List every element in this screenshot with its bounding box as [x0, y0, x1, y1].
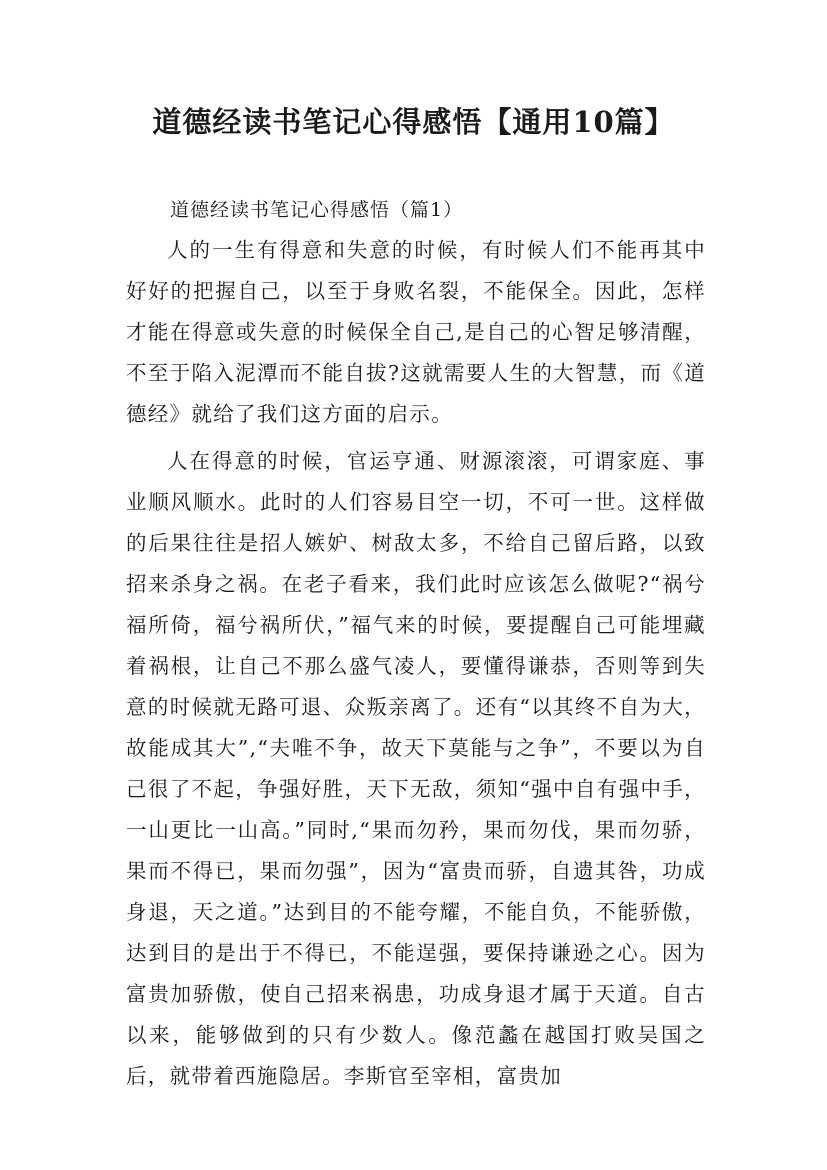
article-body [126, 190, 706, 1103]
document-title: 道德经读书笔记心得感悟【通用10篇】 [152, 105, 675, 139]
section-heading: 道德经读书笔记心得感悟（篇1） [170, 199, 464, 221]
paragraph-2: 人在得意的时候，官运亨通、财源滚滚，可谓家庭、事业顺风顺水。此时的人们容易目空一切，不可一世。这样做的后果往往是招人嫉妒、树敌太多，不给自己留后路，以致招来杀身之祸。在老子看来，我们此时应该怎么做呢?“祸兮福所倚，福兮祸所伏，”福气来的时候，要提醒自己可能埋藏着祸根，让自己不那么盛气凌人，要懂得谦恭，否则等到失意的时候就无路可退、众叛亲离了。还有“以其终不自为大，故能成其大”,“夫唯不争，故天下莫能与之争”，不要以为自己很了不起，争强好胜，天下无敌，须知“强中自有强中手，一山更比一山高。”同时,“果而勿矜，果而勿伐，果而勿骄，果而不得已，果而勿强”，因为“富贵而骄，自遗其咎，功成身退，天之道。”达到目的不能夸耀，不能自负，不能骄傲，达到目的是出于不得已，不能逞强，要保持谦逊之心。因为富贵加骄傲，使自己招来祸患，功成身退才属于天道。自古以来，能够做到的只有少数人。像范蠡在越国打败吴国之后，就带着西施隐居。李斯官至宰相，富贵加 [126, 449, 706, 1088]
paragraph-1: 人的一生有得意和失意的时候，有时候人们不能再其中好好的把握自己，以至于身败名裂，不能保全。因此，怎样才能在得意或失意的时候保全自己,是自己的心智足够清醒，不至于陷入泥潭而不能自拔?这就需要人生的大智慧，而《道德经》就给了我们这方面的启示。 [126, 238, 706, 426]
